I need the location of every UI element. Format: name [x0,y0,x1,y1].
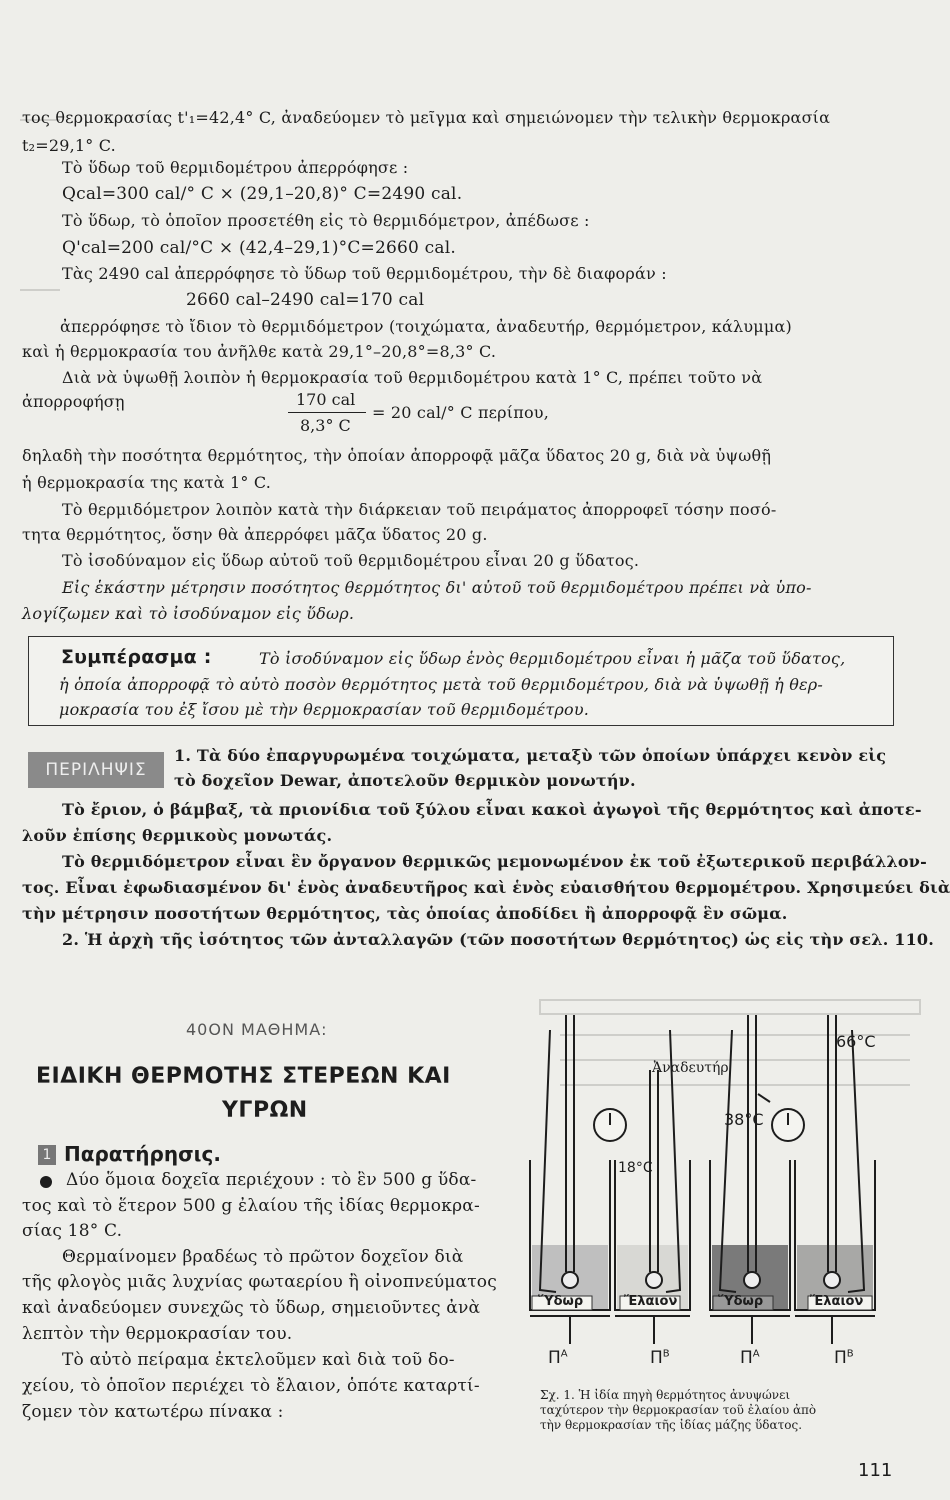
formula: 2660 cal–2490 cal=170 cal [186,290,425,310]
text-line: t₂=29,1° C. [22,136,116,155]
body-line: Δύο ὅμοια δοχεῖα περιέχουν : τὸ ἓν 500 g ὕδα- [66,1170,477,1190]
base-label: $\Pi^B$ [650,1348,670,1368]
text-line: Τὸ ἰσοδύναμον εἰς ὕδωρ αὐτοῦ τοῦ θερμιδομέτρου εἶναι 20 g ὕδατος. [62,551,640,570]
conclusion-line: μοκρασία του ἐξ ἴσου μὲ τὴν θερμοκρασίαν τοῦ θερμιδομέτρου. [59,700,590,719]
conclusion-line: ἡ ὁποία ἀπορροφᾷ τὸ αὐτὸ ποσὸν θερμότητος μετὰ τοῦ θερμιδομέτρου, διὰ νὰ ὑψωθῇ ἡ θερ- [59,675,824,694]
text-line: καὶ ἡ θερμοκρασία του ἀνῆλθε κατὰ 29,1°–20,8°=8,3° C. [22,342,497,361]
oil-label: Ἔλαιον [624,1294,678,1309]
base-label: $\Pi^B$ [834,1348,854,1368]
body-line: χείου, τὸ ὁποῖον περιέχει τὸ ἔλαιον, ὁπότε καταρτί- [22,1376,480,1396]
body-line: τος καὶ τὸ ἕτερον 500 g ἐλαίου τῆς ἰδίας θερμοκρα- [22,1196,480,1216]
text-line: Διὰ νὰ ὑψωθῇ λοιπὸν ἡ θερμοκρασία τοῦ θερμιδομέτρου κατὰ 1° C, πρέπει τοῦτο νὰ [62,368,763,387]
text-line: Τὸ ὕδωρ τοῦ θερμιδομέτρου ἀπερρόφησε : [62,158,409,177]
italic-line: Εἰς ἑκάστην μέτρησιν ποσότητος θερμότητος δι' αὐτοῦ τοῦ θερμιδομέτρου πρέπει νὰ ὑπο- [62,578,812,597]
body-line: τῆς φλογὸς μιᾶς λυχνίας φωταερίου ἢ οἰνοπνεύματος [22,1272,497,1292]
lesson-title: ΕΙΔΙΚΗ ΘΕΡΜΟΤΗΣ ΣΤΕΡΕΩΝ ΚΑΙ [36,1064,451,1089]
summary-line: Τὸ θερμιδόμετρον εἶναι ἓν ὄργανον θερμικῶς μεμονωμένον ἐκ τοῦ ἐξωτερικοῦ περιβάλλον- [62,852,927,871]
body-line: Θερμαίνομεν βραδέως τὸ πρῶτον δοχεῖον διὰ [62,1247,464,1267]
text-line: ἡ θερμοκρασία της κατὰ 1° C. [22,473,271,492]
formula: Q'cal=200 cal/°C × (42,4–29,1)°C=2660 cal. [62,238,456,258]
section-number: 1 [38,1145,56,1165]
lesson-label: 40ΟΝ ΜΑΘΗΜΑ: [186,1020,328,1039]
summary-line: λοῦν ἐπίσης θερμικοὺς μονωτάς. [22,826,333,845]
page-number: 111 [858,1460,893,1481]
body-line: σίας 18° C. [22,1221,123,1241]
fraction-denominator: 8,3° C [300,416,351,435]
body-line: ζομεν τὸν κατωτέρω πίνακα : [22,1402,284,1422]
summary-line: Τὸ ἔριον, ὁ βάμβαξ, τὰ πριονίδια τοῦ ξύλου εἶναι κακοὶ ἀγωγοὶ τῆς θερμότητος καὶ ἀποτε- [62,800,922,819]
text-line: δηλαδὴ τὴν ποσότητα θερμότητος, τὴν ὁποίαν ἀπορροφᾷ μᾶζα ὕδατος 20 g, διὰ νὰ ὑψωθῇ [22,446,772,465]
conclusion-heading: Συμπέρασμα : [61,646,212,668]
base-label: $\Pi^A$ [548,1348,568,1368]
summary-badge: ΠΕΡΙΛΗΨΙΣ [28,752,164,788]
body-line: καὶ ἀναδεύομεν συνεχῶς τὸ ὕδωρ, σημειοῦντες ἀνὰ [22,1298,481,1318]
bullet-icon [40,1176,52,1188]
summary-line: τος. Εἶναι ἐφωδιασμένον δι' ἑνὸς ἀναδευτῆρος καὶ ἑνὸς εὐαισθήτου θερμομέτρου. Χρησιμεύει διὰ [22,878,950,897]
section-title: Παρατήρησις. [64,1142,221,1166]
base-label: $\Pi^A$ [740,1348,760,1368]
figure-caption: Σχ. 1. Ἡ ἰδία πηγὴ θερμότητος ἀνυψώνει [540,1388,791,1402]
text-line: Τὸ ὕδωρ, τὸ ὁποῖον προσετέθη εἰς τὸ θερμιδόμετρον, ἀπέδωσε : [62,211,590,230]
text-line: Τὸ θερμιδόμετρον λοιπὸν κατὰ τὴν διάρκειαν τοῦ πειράματος ἀπορροφεῖ τόσην ποσό- [62,500,777,519]
fraction-result: = 20 cal/° C περίπου, [372,403,550,422]
body-line: Τὸ αὐτὸ πείραμα ἐκτελοῦμεν καὶ διὰ τοῦ δο- [62,1350,455,1370]
figure-caption: ταχύτερον τὴν θερμοκρασίαν τοῦ ἐλαίου ἀπὸ [540,1403,817,1417]
text-line: τητα θερμότητος, ὅσην θὰ ἀπερρόφει μᾶζα ὕδατος 20 g. [22,525,488,544]
fraction-numerator: 170 cal [296,390,356,409]
italic-line: λογίζωμεν καὶ τὸ ἰσοδύναμον εἰς ὕδωρ. [22,604,355,623]
oil-label: Ἔλαιον [810,1294,864,1309]
conclusion-box [28,636,894,726]
text-line: Τὰς 2490 cal ἀπερρόφησε τὸ ὕδωρ τοῦ θερμιδομέτρου, τὴν δὲ διαφοράν : [62,264,667,283]
figure-caption: τὴν θερμοκρασίαν τῆς ἰδίας μάζης ὕδατος. [540,1418,803,1432]
summary-line: 2. Ἡ ἀρχὴ τῆς ἰσότητος τῶν ἀνταλλαγῶν (τῶν ποσοτήτων θερμότητος) ὡς εἰς τὴν σελ. 110. [62,930,935,949]
text-line: ἀπερρόφησε τὸ ἴδιον τὸ θερμιδόμετρον (τοιχώματα, ἀναδευτήρ, θερμόμετρον, κάλυμμα) [60,317,792,336]
lesson-title: ΥΓΡΩΝ [222,1098,308,1123]
temp-label-18: 18°C [618,1160,653,1176]
text-line: τος θερμοκρασίας t'₁=42,4° C, ἀναδεύομεν τὸ μεῖγμα καὶ σημειώνομεν τὴν τελικὴν θερμοκρασία [22,108,831,127]
temp-label-38: 38°C [724,1110,764,1129]
water-label: Ὕδωρ [538,1294,584,1309]
summary-line: τὴν μέτρησιν ποσοτήτων θερμότητος, τὰς ὁποίας ἀποδίδει ἢ ἀπορροφᾷ ἓν σῶμα. [22,904,788,923]
summary-line: τὸ δοχεῖον Dewar, ἀποτελοῦν θερμικὸν μονωτήν. [174,771,636,790]
conclusion-line: Τὸ ἰσοδύναμον εἰς ὕδωρ ἑνὸς θερμιδομέτρου εἶναι ἡ μᾶζα τοῦ ὕδατος, [259,649,846,668]
temp-label-66: 66°C [836,1032,876,1051]
body-line: λεπτὸν τὴν θερμοκρασίαν του. [22,1324,293,1344]
stirrer-label: Ἀναδευτήρ [652,1060,729,1076]
water-label: Ὕδωρ [718,1294,764,1309]
fraction-bar [288,412,366,413]
text-line: ἀπορροφήσῃ [22,392,125,411]
formula: Qcal=300 cal/° C × (29,1–20,8)° C=2490 cal. [62,184,463,204]
summary-line: 1. Τὰ δύο ἐπαργυρωμένα τοιχώματα, μεταξὺ τῶν ὁποίων ὑπάρχει κενὸν εἰς [174,746,887,765]
